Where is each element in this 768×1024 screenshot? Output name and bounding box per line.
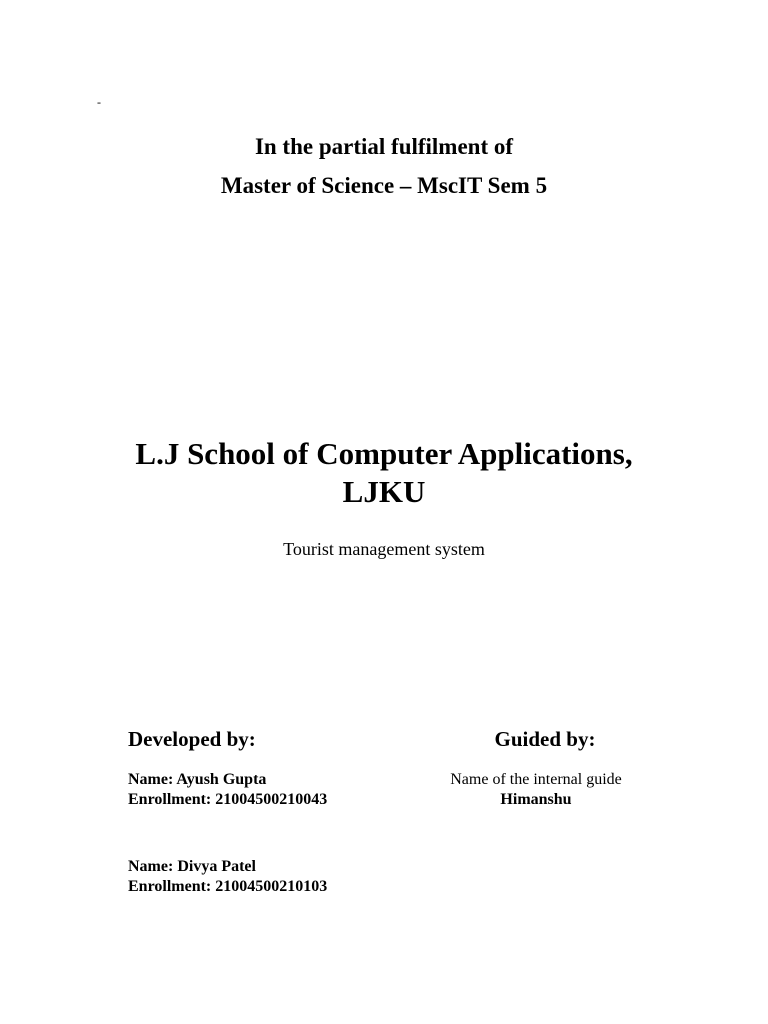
student-enrollment: Enrollment: 21004500210103 xyxy=(128,878,328,895)
student-name: Name: Ayush Gupta xyxy=(128,771,267,788)
guide-name: Himanshu xyxy=(500,791,572,808)
stray-mark: - xyxy=(97,95,101,109)
developed-by-heading: Developed by: xyxy=(128,727,256,751)
school-name-line-2: LJKU xyxy=(342,474,426,509)
project-title: Tourist management system xyxy=(283,539,485,559)
student-enrollment: Enrollment: 21004500210043 xyxy=(128,791,328,808)
student-name: Name: Divya Patel xyxy=(128,858,256,875)
student-block xyxy=(128,770,327,810)
fulfilment-line: In the partial fulfilment of xyxy=(254,134,514,159)
student-block xyxy=(128,857,327,897)
degree-line: Master of Science – MscIT Sem 5 xyxy=(220,173,548,198)
school-name-line-1: L.J School of Computer Applications, xyxy=(135,436,633,471)
guided-by-heading: Guided by: xyxy=(494,727,596,751)
guide-label: Name of the internal guide xyxy=(450,771,622,788)
guide-block xyxy=(410,770,662,810)
